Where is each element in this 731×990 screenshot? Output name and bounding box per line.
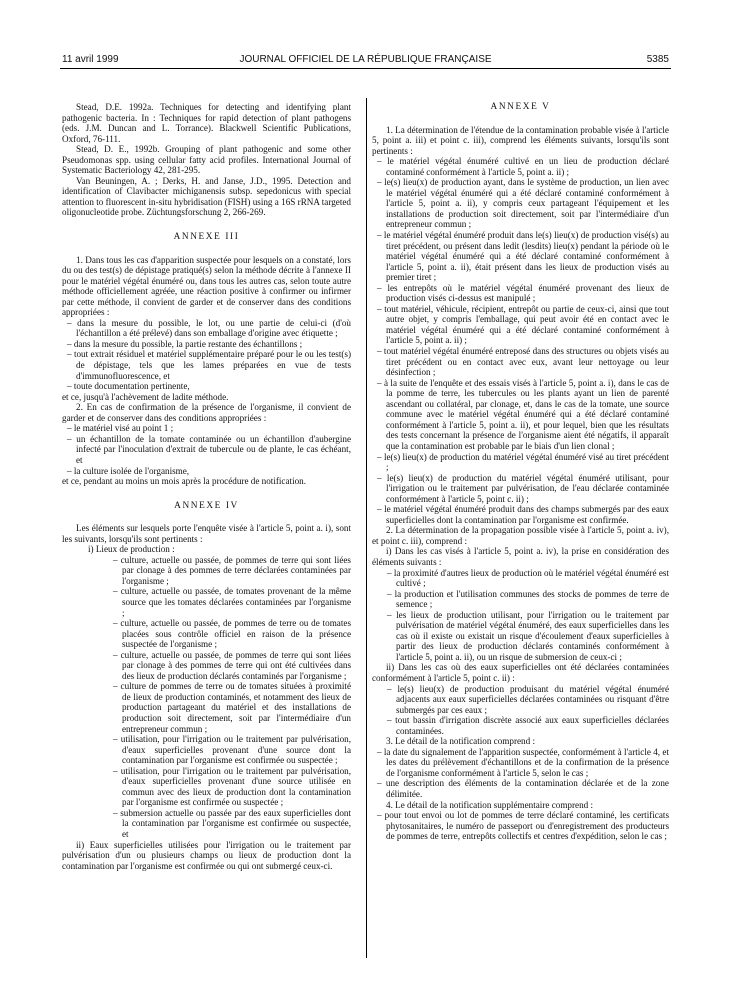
annexe-5-paragraph-2-i: i) Dans les cas visés à l'article 5, point a. iv), la prise en considération des éléments suivants : (372, 546, 669, 567)
list-item: – les entrepôts où le matériel végétal énuméré provenant des lieux de production visés ci-dessus est manipulé ; (377, 282, 669, 304)
header-rule (60, 68, 671, 69)
page-header (62, 54, 669, 68)
list-item: – la proximité d'autres lieux de production où le matériel végétal énuméré est cultivé ; (387, 567, 669, 589)
list-item: – la culture isolée de l'organisme, (67, 465, 190, 476)
list-item: – le matériel visé au point 1 ; (67, 423, 174, 434)
reference-van-beuningen-1995: Van Beuningen, A. ; Derks, H. and Janse, J.D., 1995. Detection and identification of Clavibacter michiganensis subsp. sepedonicus with special attention to fluorescent in-situ hybridisation (FISH) using a 16S rRNA targeted oligonucleotide probe. Züchtungsforschung 2, 266-269. (62, 175, 351, 218)
header-date: 11 avril 1999 (62, 54, 119, 65)
list-item: – à la suite de l'enquête et des essais visés à l'article 5, point a. i), dans le cas de la pomme de terre, les tubercules ou les plants ayant un lien de parenté ascendant ou collatéral, par clonage, et, dans le cas de la tomate, une source commune avec le matériel végétal énuméré qui a été déclaré contaminé conformément à l'article 5, point a. ii), et pour lequel, bien que les résultats des tests concernant la présence de l'organisme aient été négatifs, il apparaît que la contamination est probable par le biais d'un lien clonal ; (377, 377, 669, 451)
list-item: – pour tout envoi ou lot de pommes de terre déclaré contaminé, les certificats phytosanitaires, le numéro de passeport ou d'enregistrement des producteurs de pommes de terre, entrepôts collectifs et centres d'expédition, selon le cas ; (377, 810, 669, 842)
list-item: – dans la mesure du possible, le lot, ou une partie de celui-ci (d'où l'échantillon a été prélevé) dans son emballage d'origine avec étiquette ; (67, 317, 351, 339)
list-item: – culture, actuelle ou passée, de tomates provenant de la même source que les tomates déclarées contaminées par l'organisme ; (113, 586, 351, 618)
reference-stead-1992a: Stead, D.E. 1992a. Techniques for detecting and identifying plant pathogenic bacteria. In : Techniques for rapid detection of plant pathogens (eds. J.M. Duncan and L. Torrance). Blackwell Scientific Publications, Oxford, 76-111. (62, 102, 351, 144)
list-item: – tout extrait résiduel et matériel supplémentaire préparé pour le ou les test(s) de dépistage, tels que les lames préparées en vue de tests d'immunofluorescence, et (67, 349, 351, 381)
list-item: – les lieux de production utilisant, pour l'irrigation ou le traitement par pulvérisation de matériel végétal énuméré, des eaux superficielles dans les cas où il existe ou existait un risque d'écoulement d'eaux superficielles à partir des lieux de production déclarés contaminés conformément à l'article 5, point a. ii), ou un risque de submersion de ceux-ci ; (387, 609, 669, 662)
list-item: – tout bassin d'irrigation discrète associé aux eaux superficielles déclarées contaminées. (387, 715, 669, 736)
list-item: – utilisation, pour l'irrigation ou le traitement par pulvérisation, d'eaux superficielles provenant d'une source utilisée en commun avec des lieux de production dont la contamination par l'organisme est confirmée ou suspectée ; (113, 765, 351, 808)
list-item: – un échantillon de la tomate contaminée ou un échantillon d'aubergine infecté par l'inoculation d'extrait de tubercule ou de plante, le cas échéant, et (67, 433, 351, 465)
annexe-4-title: ANNEXE IV (174, 500, 239, 511)
list-item: – une description des éléments de la contamination déclarée et de la zone délimitée. (377, 778, 669, 799)
list-item: – submersion actuelle ou passée par des eaux superficielles dont la contamination par l'organisme est confirmée ou suspectée, et (113, 807, 351, 839)
column-divider (366, 98, 367, 958)
annexe-4-sub-i: i) Lieux de production : (88, 544, 175, 555)
annexe-3-title: ANNEXE III (173, 232, 240, 243)
annexe-4-intro: Les éléments sur lesquels porte l'enquête visée à l'article 5, point a. i), sont les suivants, lorsqu'ils sont pertinents : (62, 523, 351, 544)
list-item: – la date du signalement de l'apparition suspectée, conformément à l'article 4, et les dates du prélèvement d'échantillons et de la confirmation de la présence de l'organisme conformément à l'article 5, selon le cas ; (377, 746, 669, 778)
list-item: – culture de pommes de terre ou de tomates situées à proximité de lieux de production contaminés, et notamment des lieux de production partageant du matériel et des installations de production soit directement, soit par l'intermédiaire d'un entrepreneur commun ; (113, 681, 351, 734)
annexe-5-paragraph-2: 2. La détermination de la propagation possible visée à l'article 5, point a. iv), et point c. iii), comprend : (372, 525, 669, 546)
left-column (62, 102, 351, 871)
annexe-3-paragraph-1: 1. Dans tous les cas d'apparition suspectée pour lesquels on a constaté, lors du ou des test(s) de dépistage pratiqué(s) selon la méthode décrite à l'annexe II pour le matériel végétal énuméré ou, dans tous les autres cas, selon toute autre méthode officiellement agréée, une réaction positive à confirmer ou infirmer par cette méthode, il convient de garder et de conserver dans des conditions appropriées : (62, 254, 351, 318)
list-item: – le matériel végétal énuméré produit dans le(s) lieu(x) de production visé(s) au tiret précédent, ou présent dans ledit (lesdits) lieu(x) pendant la période où le matériel végétal énuméré qui a été déclaré contaminé conformément à l'article 5, point a. ii), était présent dans les lieux de production visés au premier tiret ; (377, 230, 669, 283)
annexe-3-paragraph-2: 2. En cas de confirmation de la présence de l'organisme, il convient de garder et de conserver dans des conditions appropriées : (62, 402, 351, 423)
list-item: – le matériel végétal énuméré produit dans des champs submergés par des eaux superficielles dont la contamination par l'organisme est confirmée. (377, 504, 669, 525)
list-item: – culture, actuelle ou passée, de pommes de terre qui sont liées par clonage à des pommes de terre qui ont été cultivées dans des lieux de production déclarés contaminés par l'organisme ; (113, 649, 351, 681)
list-item: – le matériel végétal énuméré cultivé en un lieu de production déclaré contaminé conformément à l'article 5, point a. ii) ; (377, 156, 669, 177)
list-item: – culture, actuelle ou passée, de pommes de terre qui sont liées par clonage à des pommes de terre déclarées contaminées par l'organisme ; (113, 554, 351, 586)
list-item: – utilisation, pour l'irrigation ou le traitement par pulvérisation, d'eaux superficielles provenant d'une source dont la contamination par l'organisme est confirmée ou suspectée ; (113, 734, 351, 766)
list-item: – tout matériel végétal énuméré entreposé dans des structures ou objets visés au tiret précédent ou en contact avec eux, avant leur nettoyage ou leur désinfection ; (377, 346, 669, 378)
annexe-5-paragraph-2-ii: ii) Dans les cas où des eaux superficielles ont été déclarées contaminées conformément à l'article 5, point c. ii) : (372, 662, 669, 683)
annexe-3-paragraph-1-end: et ce, jusqu'à l'achèvement de ladite méthode. (62, 391, 229, 402)
list-item: – la production et l'utilisation communes des stocks de pommes de terre de semence ; (387, 588, 669, 610)
list-item: – culture, actuelle ou passée, de pommes de terre ou de tomates placées sous contrôle officiel en raison de la présence suspectée de l'organisme ; (113, 618, 351, 650)
list-item: – dans la mesure du possible, la partie restante des échantillons ; (67, 338, 303, 349)
annexe-5-paragraph-4: 4. Le détail de la notification supplémentaire comprend : (386, 799, 594, 810)
annexe-3-paragraph-2-end: et ce, pendant au moins un mois après la procédure de notification. (62, 476, 307, 487)
header-page-number: 5385 (646, 54, 669, 65)
list-item: – toute documentation pertinente, (67, 381, 190, 392)
list-item: – le(s) lieu(x) de production ayant, dans le système de production, un lien avec le matériel végétal énuméré qui a été déclaré contaminé conformément à l'article 5, point a. ii), y compris ceux partageant l'équipement et les installations de production soit directement, soit par l'intermédiaire d'un entrepreneur commun ; (377, 177, 669, 230)
list-item: – le(s) lieu(x) de production produisant du matériel végétal énuméré adjacents aux eaux superficielles déclarées contaminées ou risquant d'être submergés par ces eaux ; (387, 683, 669, 715)
header-title: JOURNAL OFFICIEL DE LA RÉPUBLIQUE FRANÇAISE (239, 54, 492, 65)
list-item: – le(s) lieu(x) de production du matériel végétal énuméré visé au tiret précédent ; (377, 451, 669, 473)
annexe-5-title: ANNEXE V (490, 102, 551, 112)
list-item: – tout matériel, véhicule, récipient, entrepôt ou partie de ceux-ci, ainsi que tout autre objet, y compris l'emballage, qui peut avoir été en contact avec le matériel végétal énuméré qui a été déclaré contaminé conformément à l'article 5, point a. ii) ; (377, 303, 669, 346)
annexe-4-sub-ii: ii) Eaux superficielles utilisées pour l'irrigation ou le traitement par pulvérisation d'un ou plusieurs champs ou lieux de production dont la contamination par l'organisme est confirmée ou qui ont submergé ceux-ci. (62, 839, 351, 871)
annexe-5-paragraph-3: 3. Le détail de la notification comprend : (386, 736, 535, 747)
right-column (372, 102, 669, 842)
list-item: – le(s) lieu(x) de production du matériel végétal énuméré utilisant, pour l'irrigation ou le traitement par pulvérisation, de l'eau déclarée contaminée conformément à l'article 5, point c. ii) ; (377, 472, 669, 504)
annexe-5-paragraph-1: 1. La détermination de l'étendue de la contamination probable visée à l'article 5, point a. iii) et point c. iii), comprend les éléments suivants, lorsqu'ils sont pertinents : (372, 124, 669, 156)
reference-stead-1992b: Stead, D. E., 1992b. Grouping of plant pathogenic and some other Pseudomonas spp. using cellular fatty acid profiles. International Journal of Systematic Bacteriology 42, 281-295. (62, 144, 351, 176)
